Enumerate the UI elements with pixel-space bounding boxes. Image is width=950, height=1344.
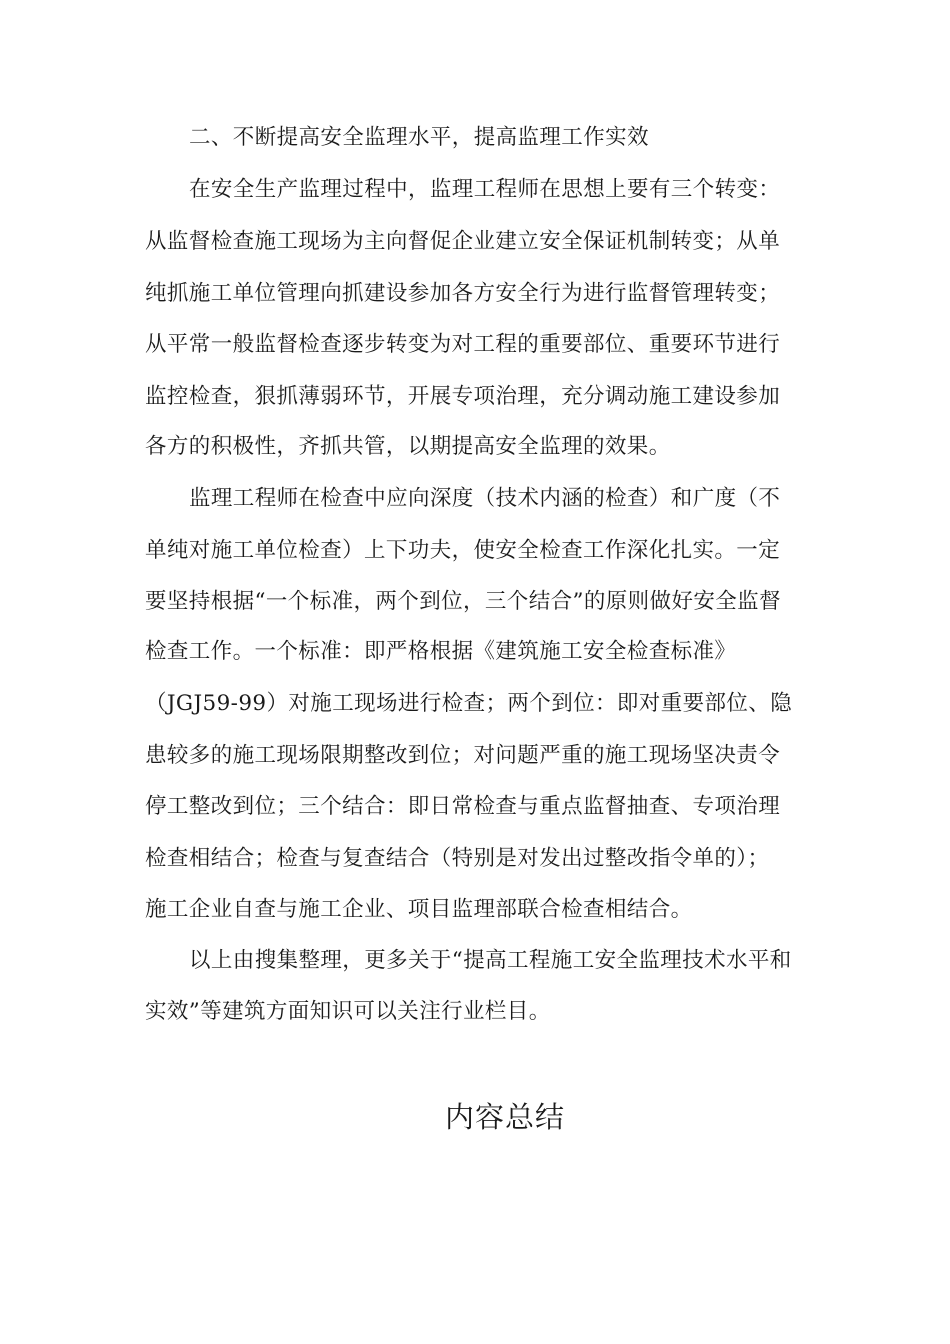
paragraph-1-line-6: 各方的积极性，齐抓共管，以期提高安全监理的效果。 (145, 434, 671, 459)
paragraph-1-line-2: 从监督检查施工现场为主向督促企业建立安全保证机制转变；从单 (145, 229, 781, 254)
paragraph-2-line-9: 施工企业自查与施工企业、项目监理部联合检查相结合。 (145, 897, 693, 922)
paragraph-1-line-4: 从平常一般监督检查逐步转变为对工程的重要部位、重要环节进行 (145, 332, 781, 357)
paragraph-3-line-1: 以上由搜集整理，更多关于“提高工程施工安全监理技术水平和 (189, 948, 792, 973)
summary-title: 内容总结 (444, 1100, 565, 1134)
paragraph-3-line-2: 实效”等建筑方面知识可以关注行业栏目。 (145, 999, 551, 1024)
paragraph-1-line-3: 纯抓施工单位管理向抓建设参加各方安全行为进行监督管理转变； (145, 281, 781, 306)
paragraph-2-line-1: 监理工程师在检查中应向深度（技术内涵的检查）和广度（不 (189, 486, 781, 511)
paragraph-2-line-5: （JGJ59-99）对施工现场进行检查；两个到位：即对重要部位、隐 (145, 691, 793, 716)
paragraph-2-line-3: 要坚持根据“一个标准，两个到位，三个结合”的原则做好安全监督 (145, 589, 781, 614)
paragraph-1-line-1: 在安全生产监理过程中，监理工程师在思想上要有三个转变： (189, 177, 781, 202)
paragraph-2-line-7: 停工整改到位；三个结合：即日常检查与重点监督抽查、专项治理 (145, 794, 781, 819)
paragraph-2-line-2: 单纯对施工单位检查）上下功夫，使安全检查工作深化扎实。一定 (145, 538, 781, 563)
section-heading: 二、不断提高安全监理水平，提高监理工作实效 (189, 125, 649, 150)
paragraph-1-line-5: 监控检查，狠抓薄弱环节，开展专项治理，充分调动施工建设参加 (145, 384, 781, 409)
paragraph-2-line-8: 检查相结合；检查与复查结合（特别是对发出过整改指令单的）； (145, 846, 770, 871)
paragraph-2-line-4: 检查工作。一个标准：即严格根据《建筑施工安全检查标准》 (145, 639, 737, 664)
paragraph-2-line-6: 患较多的施工现场限期整改到位；对问题严重的施工现场坚决责令 (145, 743, 781, 768)
